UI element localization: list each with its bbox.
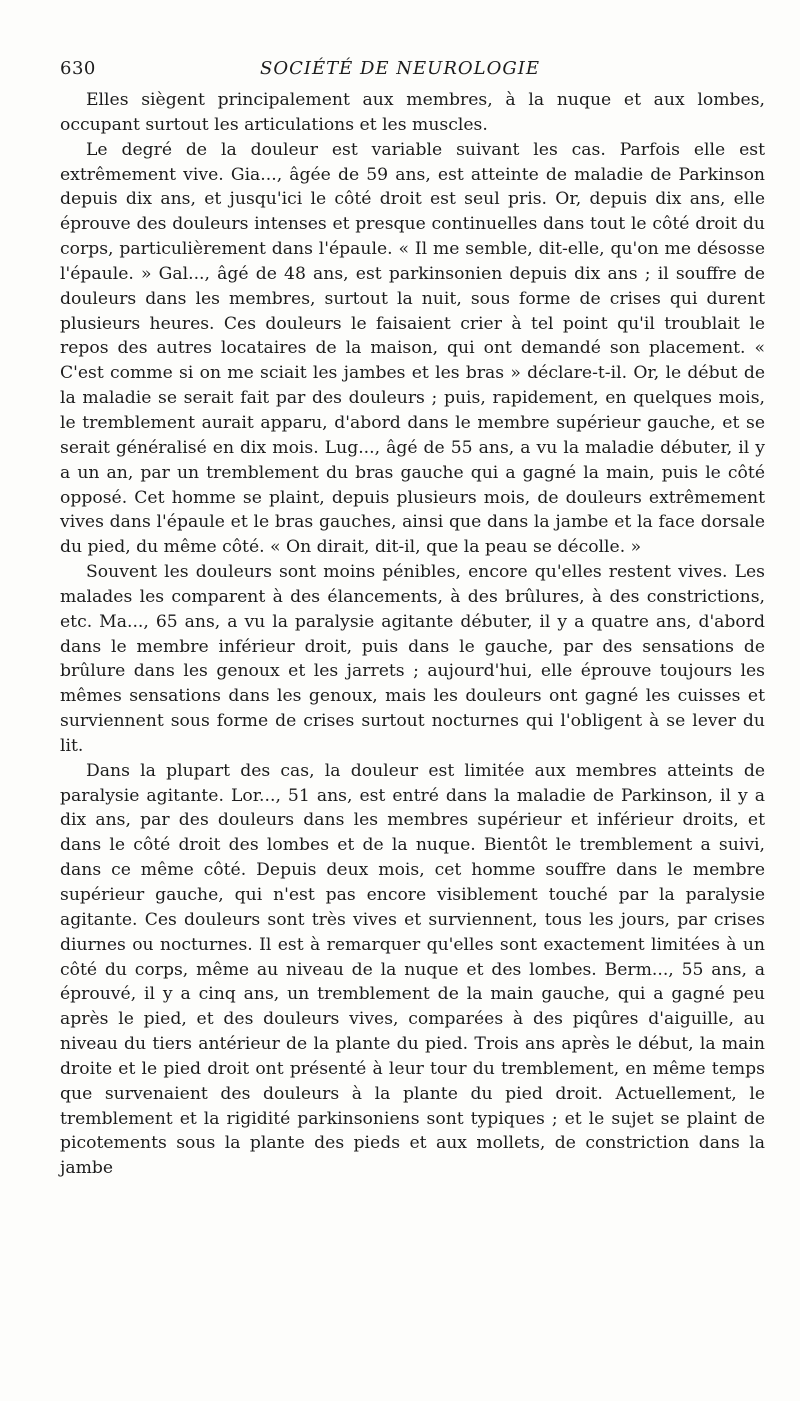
body-text [60, 88, 765, 1181]
paragraph: Elles siègent principalement aux membres, à la nuque et aux lombes, occupant surtout les articulations et les muscles. [60, 90, 765, 135]
page-header [60, 58, 740, 82]
paragraph: Le degré de la douleur est variable suivant les cas. Parfois elle est extrêmement vive. Gia..., âgée de 59 ans, est atteinte de maladie de Parkinson depuis dix ans, et jusqu'ici le côté droit est seul pris. Or, depuis dix ans, elle éprouve des douleurs intenses et presque continuelles dans tout le côté droit du corps, particulièrement dans l'épaule. « Il me semble, dit-elle, qu'on me désosse l'épaule. » Gal..., âgé de 48 ans, est parkinsonien depuis dix ans ; il souffre de douleurs dans les membres, surtout la nuit, sous forme de crises qui durent plusieurs heures. Ces douleurs le faisaient crier à tel point qu'il troublait le repos des autres locataires de la maison, qui ont demandé son placement. « C'est comme si on me sciait les jambes et les bras » déclare-t-il. Or, le début de la maladie se serait fait par des douleurs ; puis, rapidement, en quelques mois, le tremblement aurait apparu, d'abord dans le membre supérieur gauche, et se serait généralisé en dix mois. Lug..., âgé de 55 ans, a vu la maladie débuter, il y a un an, par un tremblement du bras gauche qui a gagné la main, puis le côté opposé. Cet homme se plaint, depuis plusieurs mois, de douleurs extrêmement vives dans l'épaule et le bras gauches, ainsi que dans la jambe et la face dorsale du pied, du même côté. « On dirait, dit-il, que la peau se décolle. » [60, 139, 765, 558]
running-title: SOCIÉTÉ DE NEUROLOGIE [260, 58, 540, 79]
page-number: 630 [60, 58, 96, 79]
paragraph: Souvent les douleurs sont moins pénibles, encore qu'elles restent vives. Les malades les comparent à des élancements, à des brûlures, à des constrictions, etc. Ma..., 65 ans, a vu la paralysie agitante débuter, il y a quatre ans, d'abord dans le membre inférieur droit, puis dans le gauche, par des sensations de brûlure dans les genoux et les jarrets ; aujourd'hui, elle éprouve toujours les mêmes sensations dans les genoux, mais les douleurs ont gagné les cuisses et surviennent sous forme de crises surtout nocturnes qui l'obligent à se lever du lit. [60, 562, 765, 756]
paragraph: Dans la plupart des cas, la douleur est limitée aux membres atteints de paralysie agitante. Lor..., 51 ans, est entré dans la maladie de Parkinson, il y a dix ans, par des douleurs dans les membres supérieur et inférieur droits, et dans le côté droit des lombes et de la nuque. Bientôt le tremblement a suivi, dans ce même côté. Depuis deux mois, cet homme souffre dans le membre supérieur gauche, qui n'est pas encore visiblement touché par la paralysie agitante. Ces douleurs sont très vives et surviennent, tous les jours, par crises diurnes ou nocturnes. Il est à remarquer qu'elles sont exactement limitées à un côté du corps, même au niveau de la nuque et des lombes. Berm..., 55 ans, a éprouvé, il y a cinq ans, un tremblement de la main gauche, qui a gagné peu après le pied, et des douleurs vives, comparées à des piqûres d'aiguille, au niveau du tiers antérieur de la plante du pied. Trois ans après le début, la main droite et le pied droit ont présenté à leur tour du tremblement, en même temps que survenaient des douleurs à la plante du pied droit. Actuellement, le tremblement et la rigidité parkinsoniens sont typiques ; et le sujet se plaint de picotements sous la plante des pieds et aux mollets, de constriction dans la jambe [60, 760, 765, 1179]
